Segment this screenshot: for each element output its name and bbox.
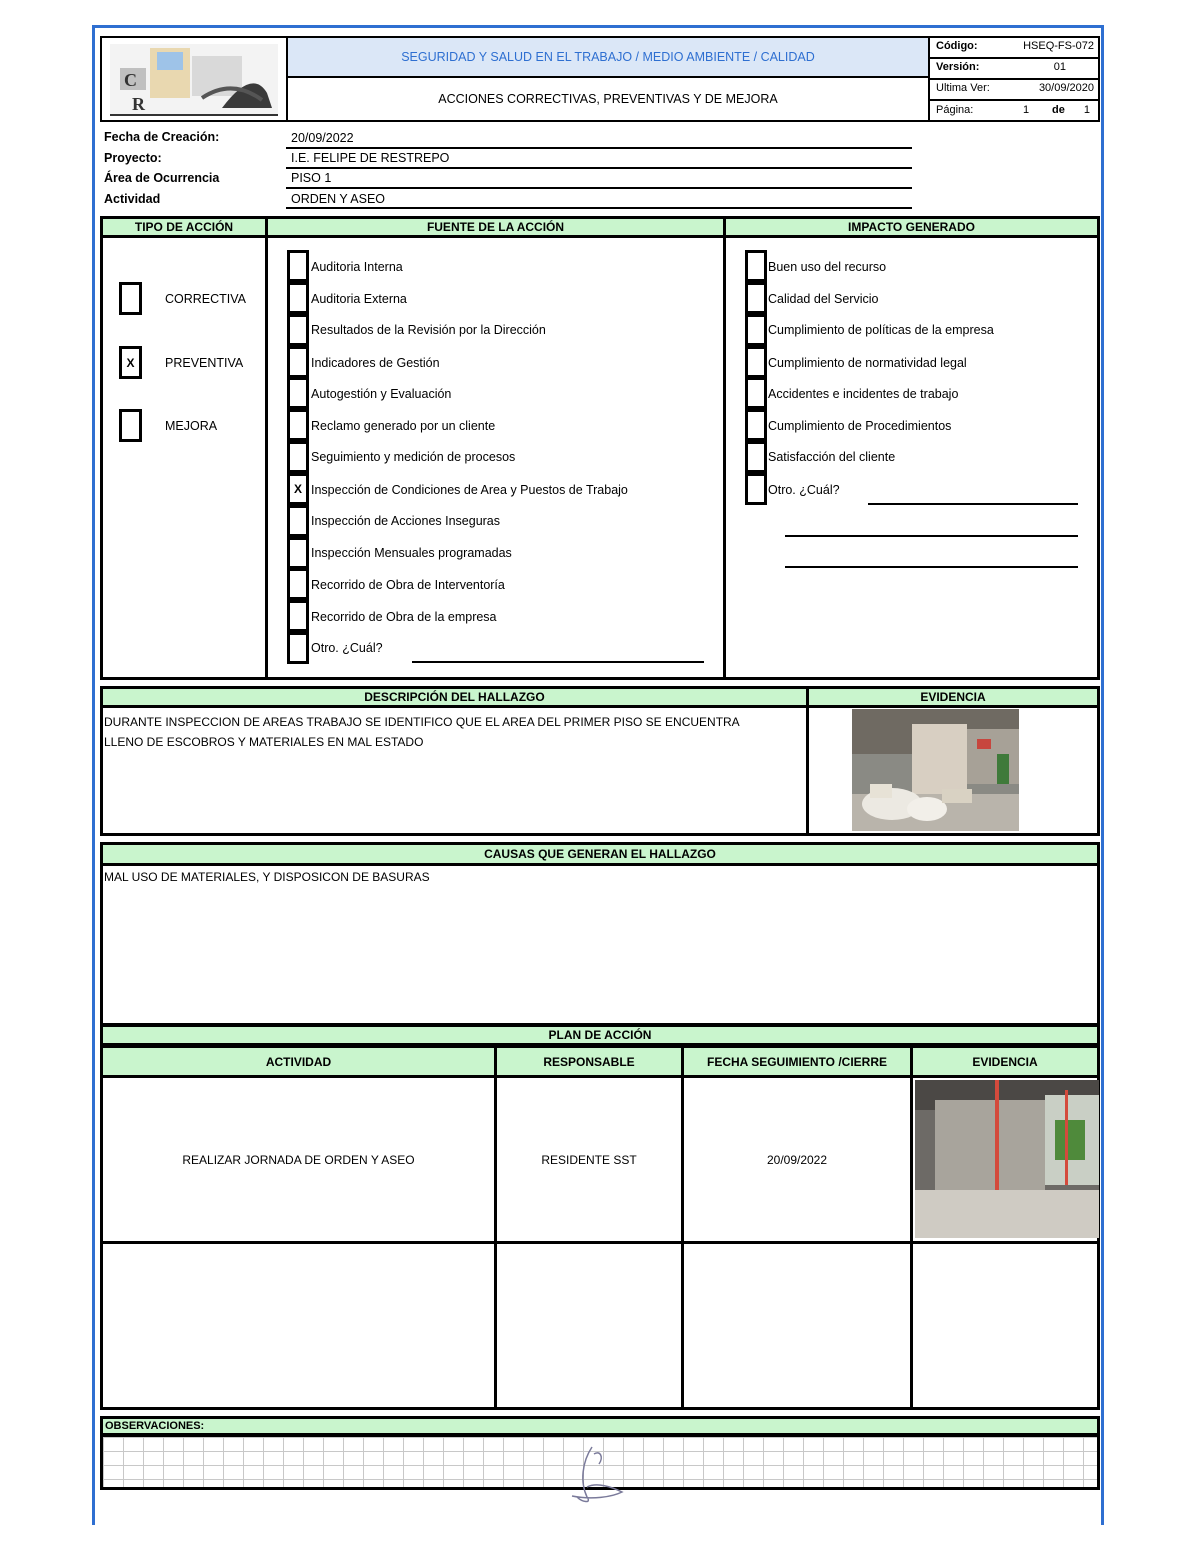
impacto-otro-line[interactable] <box>785 566 1078 568</box>
hallazgo-line: LLENO DE ESCOBROS Y MATERIALES EN MAL ESTADO <box>104 735 424 749</box>
fuente-checkbox[interactable] <box>287 377 309 409</box>
plan-col-evidencia <box>910 1045 1100 1078</box>
evidencia-header <box>806 686 1100 708</box>
title-main-cell <box>286 36 930 78</box>
fuente-checkbox[interactable] <box>287 409 309 441</box>
impacto-checkbox[interactable] <box>745 409 767 441</box>
plan-evidence-photo <box>915 1080 1099 1238</box>
hallazgo-title: DESCRIPCIÓN DEL HALLAZGO <box>364 690 545 704</box>
tipo-checkbox[interactable]: X <box>119 346 142 379</box>
actividad-underline <box>286 207 912 209</box>
plan-col-actividad <box>100 1045 497 1078</box>
impacto-label: Cumplimiento de normatividad legal <box>768 356 967 370</box>
logo-cell <box>100 36 288 122</box>
fuente-label: Auditoria Externa <box>311 292 407 306</box>
area-value: PISO 1 <box>291 171 332 185</box>
tipo-accion-title: TIPO DE ACCIÓN <box>134 220 234 234</box>
plan-cell-evidencia <box>910 1075 1100 1244</box>
hallazgo-header <box>100 686 809 708</box>
impacto-label: Calidad del Servicio <box>768 292 879 306</box>
version-label: Versión: <box>936 61 980 73</box>
proyecto-label: Proyecto: <box>104 151 162 165</box>
impacto-panel <box>723 216 1100 680</box>
pagina-num: 1 <box>1023 104 1030 116</box>
codigo-value: HSEQ-FS-072 <box>1023 40 1094 52</box>
hallazgo-line: DURANTE INSPECCION DE AREAS TRABAJO SE IDENTIFICO QUE EL AREA DEL PRIMER PISO SE ENCUENTRA <box>104 715 740 729</box>
fuente-label: Autogestión y Evaluación <box>311 387 452 401</box>
title-sub-cell <box>286 76 930 122</box>
impacto-otro-line[interactable] <box>785 535 1078 537</box>
tipo-label-correctiva: CORRECTIVA <box>165 292 247 306</box>
svg-text:C: C <box>124 70 137 90</box>
fecha-label: Fecha de Creación: <box>104 130 220 144</box>
fuente-label: Recorrido de Obra de la empresa <box>311 610 497 624</box>
plan-fecha-text: 20/09/2022 <box>766 1152 828 1167</box>
proyecto-underline <box>286 167 912 169</box>
meta-row-ultima <box>928 78 1100 99</box>
plan-col-fecha <box>681 1045 913 1078</box>
hallazgo-panel <box>100 686 809 836</box>
plan-col-label: EVIDENCIA <box>972 1054 1038 1069</box>
fuente-label: Reclamo generado por un cliente <box>311 419 496 433</box>
area-underline <box>286 187 912 189</box>
fuente-checkbox[interactable] <box>287 250 309 282</box>
impacto-checkbox[interactable] <box>745 377 767 409</box>
observaciones-header <box>100 1416 1100 1436</box>
fuente-label: Inspección de Condiciones de Area y Puestos de Trabajo <box>311 483 628 497</box>
impacto-checkbox[interactable] <box>745 314 767 346</box>
impacto-checkbox[interactable] <box>745 473 767 505</box>
tipo-checkbox[interactable] <box>119 282 142 315</box>
fuente-accion-title: FUENTE DE LA ACCIÓN <box>426 220 565 234</box>
plan-header <box>100 1024 1100 1046</box>
fuente-label: Resultados de la Revisión por la Dirección <box>311 323 546 337</box>
tipo-accion-header <box>100 216 268 238</box>
fuente-label: Otro. ¿Cuál? <box>311 641 383 655</box>
fuente-checkbox[interactable] <box>287 441 309 473</box>
fuente-checkbox[interactable] <box>287 568 309 600</box>
fuente-checkbox[interactable] <box>287 282 309 314</box>
plan-cell-actividad <box>100 1075 497 1244</box>
fuente-checkbox[interactable] <box>287 600 309 632</box>
impacto-label: Buen uso del recurso <box>768 260 887 274</box>
version-value: 01 <box>1053 61 1066 73</box>
hallazgo-text <box>104 712 804 752</box>
meta-table <box>928 36 1100 122</box>
fuente-otro-line[interactable] <box>412 661 704 663</box>
fuente-checkbox[interactable] <box>287 346 309 378</box>
actividad-label: Actividad <box>104 192 161 206</box>
plan-col-label: ACTIVIDAD <box>265 1054 332 1069</box>
plan-col-label: FECHA SEGUIMIENTO /CIERRE <box>706 1054 888 1069</box>
meta-row-version <box>928 57 1100 78</box>
impacto-label: Otro. ¿Cuál? <box>768 483 840 497</box>
impacto-otro-line[interactable] <box>868 503 1078 505</box>
causas-text: MAL USO DE MATERIALES, Y DISPOSICON DE BASURAS <box>104 870 430 884</box>
fuente-label: Inspección de Acciones Inseguras <box>311 514 501 528</box>
impacto-checkbox[interactable] <box>745 441 767 473</box>
pagina-total: 1 <box>1083 104 1090 116</box>
signature <box>552 1442 642 1512</box>
plan-col-label: RESPONSABLE <box>543 1054 635 1069</box>
fuente-label: Recorrido de Obra de Interventoría <box>311 578 505 592</box>
fuente-checkbox[interactable] <box>287 537 309 569</box>
impacto-header <box>723 216 1100 238</box>
plan-cell-actividad <box>100 1241 497 1410</box>
fuente-label: Inspección Mensuales programadas <box>311 546 512 560</box>
fuente-checkbox[interactable] <box>287 314 309 346</box>
plan-cell-responsable <box>494 1241 684 1410</box>
fuente-checkbox[interactable]: X <box>287 473 309 505</box>
codigo-label: Código: <box>936 40 978 52</box>
area-label: Área de Ocurrencia <box>104 171 220 185</box>
company-logo <box>102 38 286 120</box>
impacto-label: Cumplimiento de políticas de la empresa <box>768 323 994 337</box>
plan-actividad-text: REALIZAR JORNADA DE ORDEN Y ASEO <box>182 1152 415 1167</box>
impacto-checkbox[interactable] <box>745 282 767 314</box>
fuente-label: Auditoria Interna <box>311 260 403 274</box>
observaciones-title: OBSERVACIONES: <box>105 1420 205 1432</box>
plan-responsable-text: RESIDENTE SST <box>541 1152 637 1167</box>
plan-col-responsable <box>494 1045 684 1078</box>
impacto-label: Satisfacción del cliente <box>768 450 896 464</box>
pagina-label: Página: <box>936 104 974 116</box>
ultima-label: Ultima Ver: <box>936 82 990 94</box>
impacto-checkbox[interactable] <box>745 250 767 282</box>
pagina-de: de <box>1052 104 1065 116</box>
fuente-checkbox[interactable] <box>287 505 309 537</box>
evidencia-title: EVIDENCIA <box>920 690 986 704</box>
svg-text:R: R <box>132 94 145 114</box>
proyecto-value: I.E. FELIPE DE RESTREPO <box>291 151 450 165</box>
ultima-value: 30/09/2020 <box>1038 82 1094 94</box>
actividad-value: ORDEN Y ASEO <box>291 192 386 206</box>
impacto-label: Accidentes e incidentes de trabajo <box>768 387 959 401</box>
title-sub: ACCIONES CORRECTIVAS, PREVENTIVAS Y DE MEJORA <box>438 92 778 106</box>
plan-cell-evidencia <box>910 1241 1100 1410</box>
meta-row-pagina <box>928 99 1100 122</box>
evidence-photo <box>852 709 1019 831</box>
fuente-label: Seguimiento y medición de procesos <box>311 450 516 464</box>
fuente-accion-header <box>265 216 726 238</box>
causas-header <box>100 842 1100 866</box>
meta-row-codigo <box>928 36 1100 57</box>
tipo-label-preventiva: PREVENTIVA <box>165 356 244 370</box>
fuente-checkbox[interactable] <box>287 632 309 664</box>
causas-title: CAUSAS QUE GENERAN EL HALLAZGO <box>484 847 716 861</box>
fecha-underline <box>286 147 912 149</box>
title-main: SEGURIDAD Y SALUD EN EL TRABAJO / MEDIO AMBIENTE / CALIDAD <box>401 50 815 64</box>
plan-cell-responsable <box>494 1075 684 1244</box>
fecha-value: 20/09/2022 <box>291 131 354 145</box>
impacto-label: Cumplimiento de Procedimientos <box>768 419 952 433</box>
tipo-checkbox[interactable] <box>119 409 142 442</box>
plan-title: PLAN DE ACCIÓN <box>548 1028 652 1042</box>
fuente-label: Indicadores de Gestión <box>311 356 440 370</box>
impacto-title: IMPACTO GENERADO <box>848 220 975 234</box>
tipo-label-mejora: MEJORA <box>165 419 218 433</box>
plan-cell-fecha <box>681 1075 913 1244</box>
plan-cell-fecha <box>681 1241 913 1410</box>
impacto-checkbox[interactable] <box>745 346 767 378</box>
